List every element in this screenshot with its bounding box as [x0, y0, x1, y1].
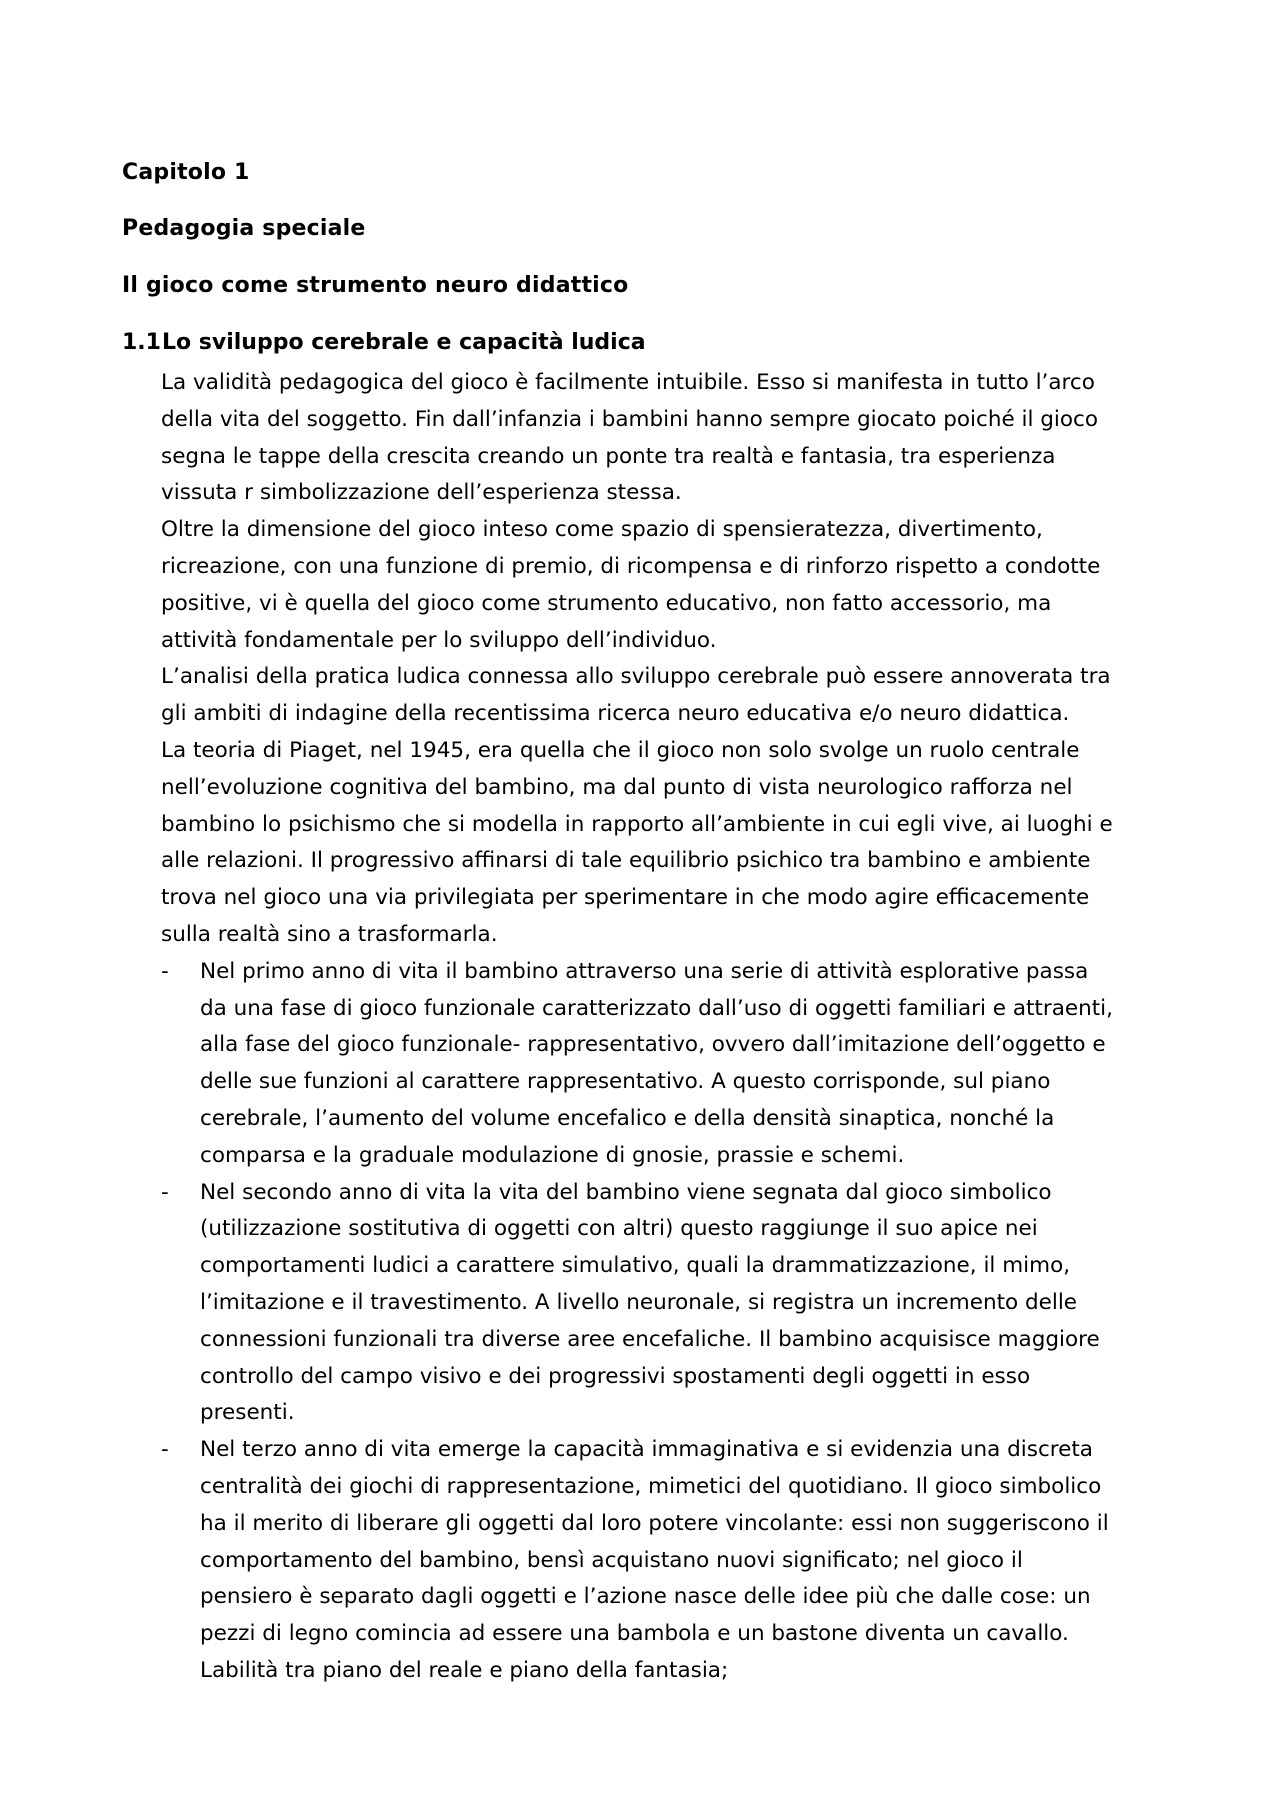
text-line: Nel terzo anno di vita emerge la capacità immaginativa e si evidenzia una discreta: [200, 1437, 1093, 1463]
chapter-heading: Capitolo 1: [122, 160, 250, 185]
text-line: Nel primo anno di vita il bambino attraverso una serie di attività esplorative passa: [200, 958, 1089, 984]
text-line: da una fase di gioco funzionale caratterizzato dall’uso di oggetti familiari e attraenti,: [200, 995, 1113, 1021]
text-line: l’imitazione e il travestimento. A livello neuronale, si registra un incremento delle: [200, 1289, 1078, 1315]
text-line: alla fase del gioco funzionale- rappresentativo, ovvero dall’imitazione dell’oggetto e: [200, 1032, 1106, 1058]
text-line: ha il merito di liberare gli oggetti dal loro potere vincolante: essi non suggeriscono il: [200, 1510, 1109, 1536]
text-line: comparsa e la graduale modulazione di gnosie, prassie e schemi.: [200, 1142, 905, 1168]
subject-heading: Pedagogia speciale: [122, 216, 366, 241]
text-line: centralità dei giochi di rappresentazione, mimetici del quotidiano. Il gioco simbolico: [200, 1473, 1102, 1499]
text-line: segna le tappe della crescita creando un ponte tra realtà e fantasia, tra esperienza: [161, 443, 1056, 469]
text-line: pensiero è separato dagli oggetti e l’azione nasce delle idee più che dalle cose: un: [200, 1584, 1091, 1610]
text-line: La teoria di Piaget, nel 1945, era quella che il gioco non solo svolge un ruolo centrale: [161, 737, 1080, 763]
text-line: ricreazione, con una funzione di premio, di ricompensa e di rinforzo rispetto a condotte: [161, 553, 1101, 579]
text-line: nell’evoluzione cognitiva del bambino, ma dal punto di vista neurologico rafforza nel: [161, 774, 1073, 800]
text-line: positive, vi è quella del gioco come strumento educativo, non fatto accessorio, ma: [161, 590, 1052, 616]
text-line: attività fondamentale per lo sviluppo dell’individuo.: [161, 627, 717, 653]
bullet-marker: -: [161, 958, 169, 984]
text-line: Oltre la dimensione del gioco inteso come spazio di spensieratezza, divertimento,: [161, 517, 1043, 543]
section-number: 1.1: [122, 330, 161, 355]
text-line: controllo del campo visivo e dei progressivi spostamenti degli oggetti in esso: [200, 1363, 1031, 1389]
body-text: [161, 365, 1161, 1690]
text-line: pezzi di legno comincia ad essere una bambola e un bastone diventa un cavallo.: [200, 1621, 1069, 1647]
bullet-item-second-year: [161, 1175, 1161, 1433]
text-line: comportamenti ludici a carattere simulativo, quali la drammatizzazione, il mimo,: [200, 1253, 1071, 1279]
text-line: alle relazioni. Il progressivo affinarsi di tale equilibrio psichico tra bambino e ambiente: [161, 848, 1091, 874]
bullet-marker: -: [161, 1179, 169, 1205]
text-line: Labilità tra piano del reale e piano della fantasia;: [200, 1657, 729, 1683]
section-title: Lo sviluppo cerebrale e capacità ludica: [162, 330, 646, 355]
text-line: della vita del soggetto. Fin dall’infanzia i bambini hanno sempre giocato poiché il gioco: [161, 406, 1099, 432]
bullet-item-third-year: [161, 1432, 1161, 1690]
text-line: (utilizzazione sostitutiva di oggetti con altri) questo raggiunge il suo apice nei: [200, 1216, 1038, 1242]
bullet-item-first-year: [161, 954, 1161, 1175]
text-line: bambino lo psichismo che si modella in rapporto all’ambiente in cui egli vive, ai luoghi e: [161, 811, 1113, 837]
text-line: connessioni funzionali tra diverse aree encefaliche. Il bambino acquisisce maggiore: [200, 1326, 1100, 1352]
text-line: presenti.: [200, 1400, 295, 1426]
text-line: cerebrale, l’aumento del volume encefalico e della densità sinaptica, nonché la: [200, 1105, 1055, 1131]
text-line: L’analisi della pratica ludica connessa allo sviluppo cerebrale può essere annoverata tra: [161, 664, 1111, 690]
text-line: Nel secondo anno di vita la vita del bambino viene segnata dal gioco simbolico: [200, 1179, 1052, 1205]
text-line: comportamento del bambino, bensì acquistano nuovi significato; nel gioco il: [200, 1547, 1023, 1573]
intro-paragraph: [161, 365, 1161, 954]
text-line: La validità pedagogica del gioco è facilmente intuibile. Esso si manifesta in tutto l’arco: [161, 370, 1095, 395]
bullet-marker: -: [161, 1437, 169, 1463]
section-heading: [122, 330, 646, 355]
topic-heading: Il gioco come strumento neuro didattico: [122, 273, 629, 298]
text-line: trova nel gioco una via privilegiata per sperimentare in che modo agire efficacemente: [161, 885, 1090, 911]
text-line: sulla realtà sino a trasformarla.: [161, 921, 498, 947]
text-line: vissuta r simbolizzazione dell’esperienza stessa.: [161, 480, 682, 506]
text-line: delle sue funzioni al carattere rappresentativo. A questo corrisponde, sul piano: [200, 1069, 1051, 1095]
text-line: gli ambiti di indagine della recentissima ricerca neuro educativa e/o neuro didattica.: [161, 701, 1070, 727]
